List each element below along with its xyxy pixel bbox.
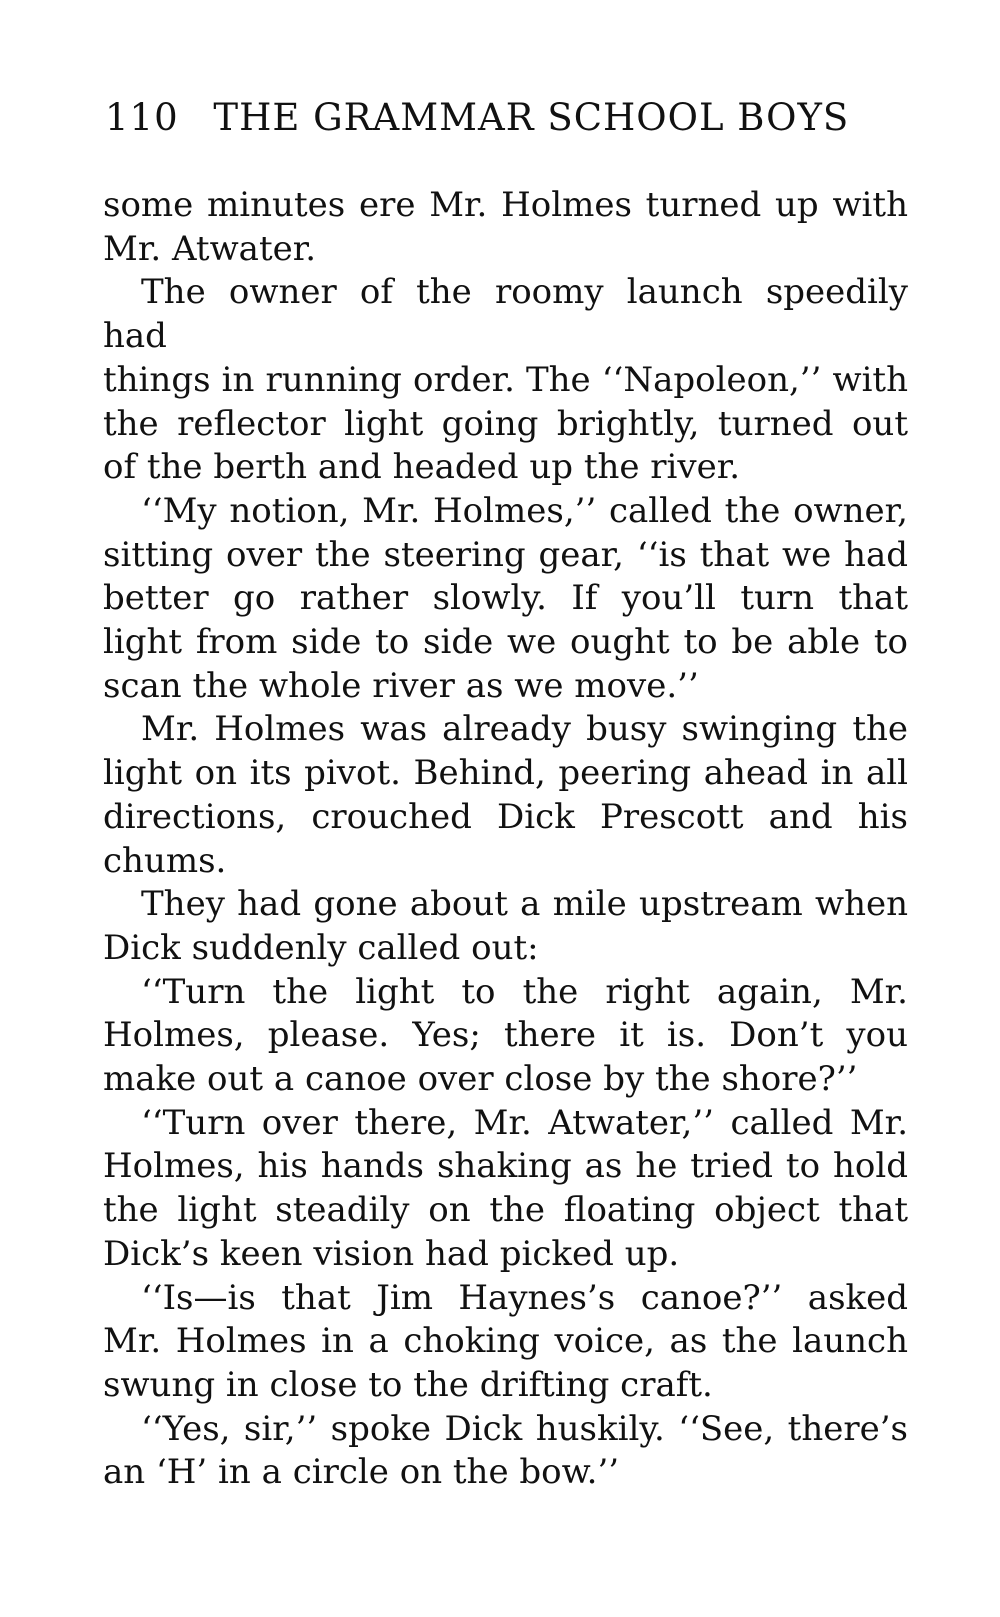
body-text bbox=[103, 184, 908, 1495]
paragraph-line: light from side to side we ought to be able to bbox=[103, 622, 908, 663]
paragraph-line: ‘‘Is—is that Jim Haynes’s canoe?’’ asked bbox=[141, 1277, 908, 1318]
paragraph-line: swung in close to the drifting craft. bbox=[103, 1364, 713, 1405]
paragraph-line: sitting over the steering gear, ‘‘is that we had bbox=[103, 534, 908, 575]
paragraph-line: an ‘H’ in a circle on the bow.’’ bbox=[103, 1452, 620, 1493]
paragraph-line: They had gone about a mile upstream when bbox=[141, 884, 908, 925]
paragraph-line: The owner of the roomy launch speedily had bbox=[103, 272, 908, 357]
paragraph-line: Mr. Holmes in a choking voice, as the launch bbox=[103, 1321, 908, 1362]
running-header bbox=[105, 96, 905, 139]
paragraph-line: ‘‘My notion, Mr. Holmes,’’ called the owner, bbox=[141, 490, 908, 531]
paragraph-line: things in running order. The ‘‘Napoleon,’’ with bbox=[103, 359, 908, 400]
paragraph-line: ‘‘Yes, sir,’’ spoke Dick huskily. ‘‘See, there’s bbox=[141, 1408, 908, 1449]
paragraph-line: Holmes, his hands shaking as he tried to hold bbox=[103, 1146, 908, 1187]
paragraph-line: scan the whole river as we move.’’ bbox=[103, 665, 699, 706]
paragraph-line: some minutes ere Mr. Holmes turned up with bbox=[103, 185, 908, 225]
paragraph-line: Dick suddenly called out: bbox=[103, 927, 539, 968]
paragraph-line: Mr. Holmes was already busy swinging the bbox=[141, 709, 908, 750]
paragraph-line: of the berth and headed up the river. bbox=[103, 447, 741, 488]
page-number: 110 bbox=[105, 96, 179, 139]
paragraph-line: the reflector light going brightly, turned out bbox=[103, 403, 908, 444]
paragraph-line: Holmes, please. Yes; there it is. Don’t you bbox=[103, 1015, 908, 1056]
paragraph-line: Dick’s keen vision had picked up. bbox=[103, 1233, 680, 1274]
paragraph-line: the light steadily on the floating object that bbox=[103, 1190, 908, 1231]
paragraph-line: better go rather slowly. If you’ll turn that bbox=[103, 578, 908, 619]
paragraph-line: make out a canoe over close by the shore?’’ bbox=[103, 1059, 858, 1100]
paragraph-line: directions, crouched Dick Prescott and his bbox=[103, 796, 908, 837]
paragraph-line: ‘‘Turn over there, Mr. Atwater,’’ called Mr. bbox=[141, 1102, 908, 1143]
paragraph-line: Mr. Atwater. bbox=[103, 228, 317, 269]
paragraph-line: chums. bbox=[103, 840, 227, 881]
paragraph-line: light on its pivot. Behind, peering ahead in all bbox=[103, 753, 908, 794]
paragraph-line: ‘‘Turn the light to the right again, Mr. bbox=[141, 971, 908, 1012]
running-title: THE GRAMMAR SCHOOL BOYS bbox=[213, 96, 850, 139]
